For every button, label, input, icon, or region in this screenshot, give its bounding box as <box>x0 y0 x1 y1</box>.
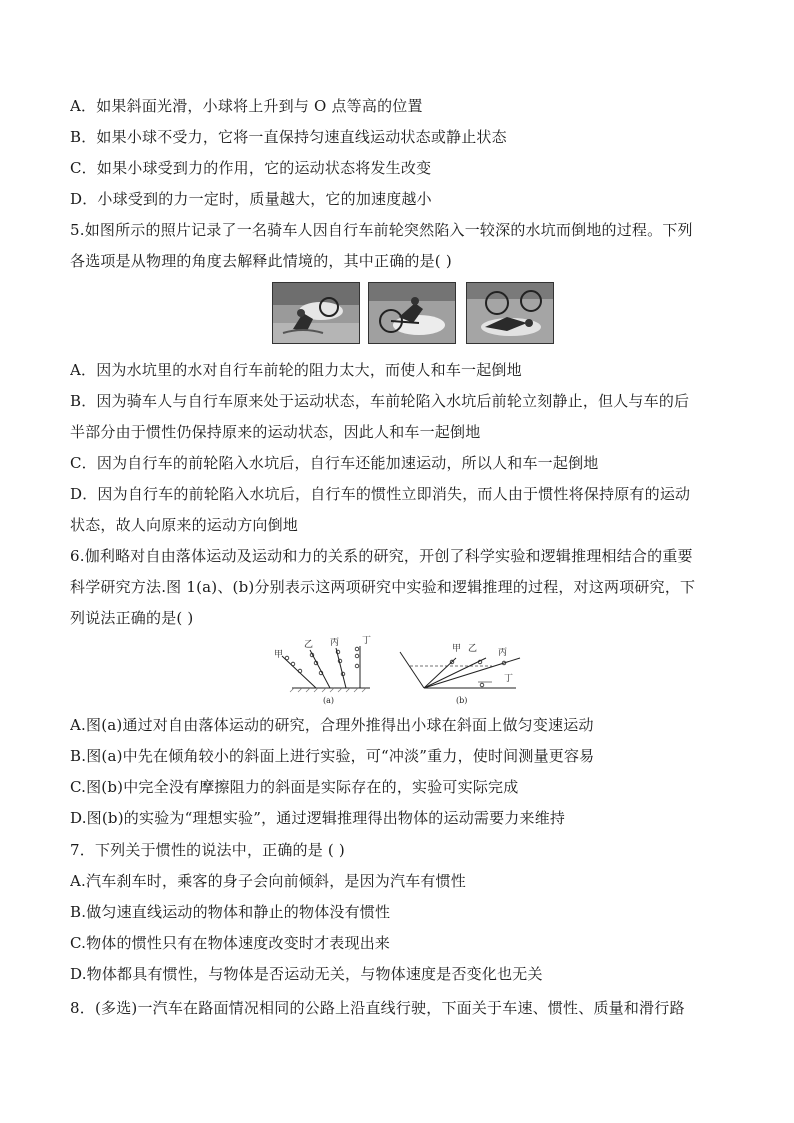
q7-stem: 7．下列关于惯性的说法中，正确的是 ( ) <box>70 841 345 859</box>
q7-option-c: C.物体的惯性只有在物体速度改变时才表现出来 <box>70 934 391 952</box>
q5-option-c: C．因为自行车的前轮陷入水坑后，自行车还能加速运动，所以人和车一起倒地 <box>70 454 599 472</box>
q7-option-a: A.汽车刹车时，乘客的身子会向前倾斜，是因为汽车有惯性 <box>70 872 467 890</box>
q5-option-d-line1: D．因为自行车的前轮陷入水坑后，自行车的惯性立即消失，而人由于惯性将保持原有的运动 <box>70 485 691 503</box>
q4-option-d: D．小球受到的力一定时，质量越大，它的加速度越小 <box>70 190 432 208</box>
figure-b-label-yi: 乙 <box>468 644 478 654</box>
q8-stem-line1: 8．(多选)一汽车在路面情况相同的公路上沿直线行驶，下面关于车速、惯性、质量和滑行路 <box>70 999 685 1017</box>
q5-option-b-line2: 半部分由于惯性仍保持原来的运动状态，因此人和车一起倒地 <box>70 423 481 441</box>
q5-option-d-line2: 状态，故人向原来的运动方向倒地 <box>70 516 299 534</box>
q5-option-a: A．因为水坑里的水对自行车前轮的阻力太大，而使人和车一起倒地 <box>70 361 522 379</box>
figure-a-label-yi: 乙 <box>304 640 314 650</box>
q5-photo-strip <box>272 282 554 344</box>
q4-option-c: C．如果小球受到力的作用，它的运动状态将发生改变 <box>70 159 432 177</box>
q5-stem-line1: 5.如图所示的照片记录了一名骑车人因自行车前轮突然陷入一较深的水坑而倒地的过程。下列 <box>70 221 693 239</box>
figure-a-label-ding: 丁 <box>362 636 372 646</box>
cyclist-photo-1-image <box>273 283 359 343</box>
figure-b-label-jia: 甲 <box>452 644 462 654</box>
q6-stem-line2: 科学研究方法.图 1(a)、(b)分别表示这两项研究中实验和逻辑推理的过程，对这两项研究，下 <box>70 578 696 596</box>
q5-stem-line2: 各选项是从物理的角度去解释此情境的，其中正确的是( ) <box>70 252 452 270</box>
q6-option-c: C.图(b)中完全没有摩擦阻力的斜面是实际存在的，实验可实际完成 <box>70 778 519 796</box>
q5-photo-2 <box>368 282 456 344</box>
q6-figures <box>266 636 546 708</box>
q5-photo-1 <box>272 282 360 344</box>
q4-option-b: B．如果小球不受力，它将一直保持匀速直线运动状态或静止状态 <box>70 128 507 146</box>
figure-a-label-bing: 丙 <box>330 638 340 648</box>
figure-a-label-jia: 甲 <box>274 650 284 660</box>
q7-option-d: D.物体都具有惯性，与物体是否运动无关，与物体速度是否变化也无关 <box>70 965 543 983</box>
q5-option-b-line1: B．因为骑车人与自行车原来处于运动状态，车前轮陷入水坑后前轮立刻静止，但人与车的后 <box>70 392 690 410</box>
figure-b-caption: (b) <box>456 696 468 705</box>
figure-b-label-bing: 丙 <box>498 648 508 658</box>
q6-option-a: A.图(a)通过对自由落体运动的研究，合理外推得出小球在斜面上做匀变速运动 <box>70 716 594 734</box>
figure-b-label-ding: 丁 <box>504 674 514 684</box>
cyclist-photo-2-image <box>369 283 455 343</box>
cyclist-photo-3-image <box>467 283 553 343</box>
q6-stem-line1: 6.伽利略对自由落体运动及运动和力的关系的研究，开创了科学实验和逻辑推理相结合的重要 <box>70 547 693 565</box>
q6-stem-line3: 列说法正确的是( ) <box>70 609 194 627</box>
figure-a-caption: (a) <box>323 696 335 705</box>
q6-option-b: B.图(a)中先在倾角较小的斜面上进行实验，可“冲淡”重力，使时间测量更容易 <box>70 747 595 765</box>
q5-photo-3 <box>466 282 554 344</box>
q7-option-b: B.做匀速直线运动的物体和静止的物体没有惯性 <box>70 903 391 921</box>
q6-option-d: D.图(b)的实验为“理想实验”，通过逻辑推理得出物体的运动需要力来维持 <box>70 809 566 827</box>
q4-option-a: A．如果斜面光滑，小球将上升到与 O 点等高的位置 <box>70 97 423 115</box>
